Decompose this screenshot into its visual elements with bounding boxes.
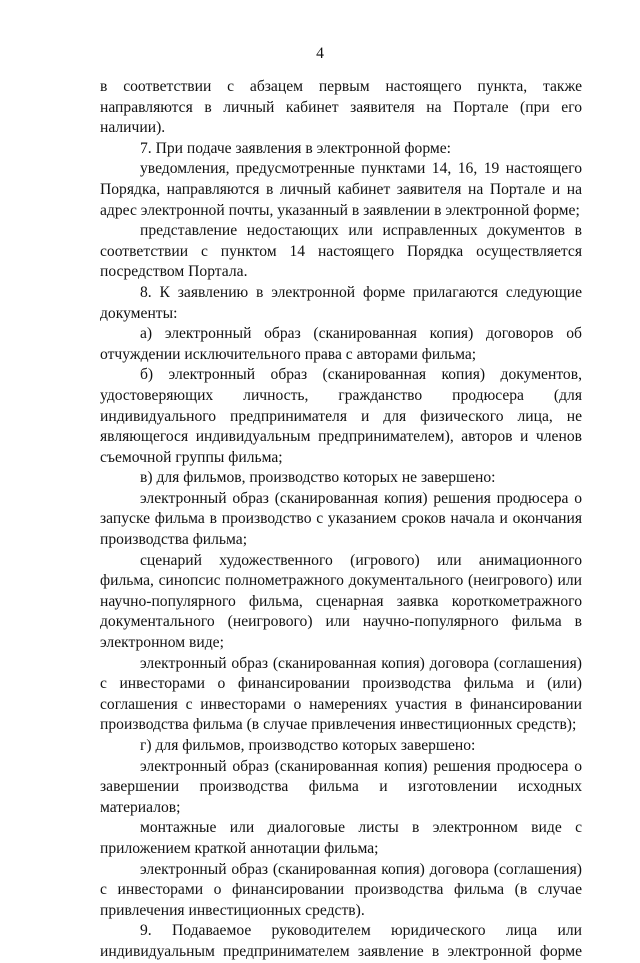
paragraph: электронный образ (сканированная копия) договора (соглашения) с инвесторами о финансировании производства фильма (в случае привлечения инвестиционных средств). xyxy=(100,860,582,919)
paragraph: представление недостающих или исправленных документов в соответствии с пунктом 14 настоящего Порядка осуществляется посредством Портала. xyxy=(100,222,582,281)
paragraph: монтажные или диалоговые листы в электронном виде с приложением краткой аннотации фильма; xyxy=(100,819,582,857)
paragraph: электронный образ (сканированная копия) решения продюсера о запуске фильма в производство с указанием сроков начала и окончания производства фильма; xyxy=(100,489,582,549)
page-number: 4 xyxy=(316,45,324,62)
paragraph: а) электронный образ (сканированная копия) договоров об отчуждении исключительного права с авторами фильма; xyxy=(100,325,582,363)
paragraph: электронный образ (сканированная копия) решения продюсера о завершении производства фильма и изготовлении исходных материалов; xyxy=(100,757,582,816)
paragraph: 8. К заявлению в электронной форме прилагаются следующие документы: xyxy=(100,283,582,322)
paragraph: в соответствии с абзацем первым настоящего пункта, также направляются в личный кабинет заявителя на Портале (при его наличии). xyxy=(100,78,582,137)
paragraph: г) для фильмов, производство которых завершено: xyxy=(140,737,476,754)
paragraph: уведомления, предусмотренные пунктами 14, 16, 19 настоящего Порядка, направляются в личный кабинет заявителя на Портале и на адрес электронной почты, указанный в заявлении в электронной форме; xyxy=(100,160,582,219)
paragraph: 9. Подаваемое руководителем юридического лица или индивидуальным предпринимателем заявление в электронной форме xyxy=(100,922,582,960)
paragraph: в) для фильмов, производство которых не завершено: xyxy=(140,469,496,487)
paragraph: б) электронный образ (сканированная копия) документов, удостоверяющих личность, гражданство продюсера (для индивидуального предпринимателя и для физического лица, не являющегося индивидуальным предпринимателем), авторов и членов съемочной группы фильма; xyxy=(100,366,582,466)
document-body xyxy=(100,77,582,963)
paragraph: 7. При подаче заявления в электронной форме: xyxy=(140,139,452,157)
paragraph: электронный образ (сканированная копия) договора (соглашения) с инвесторами о финансировании производства фильма и (или) соглашения с инвесторами о намерениях участия в финансировании производства фильма (в случае привлечения инвестиционных средств); xyxy=(100,654,582,734)
paragraph: сценарий художественного (игрового) или анимационного фильма, синопсис полнометражного документального (неигрового) или научно-популярного фильма, сценарная заявка короткометражного документального (неигрового) или научно-популярного фильма в электронном виде; xyxy=(100,551,582,652)
